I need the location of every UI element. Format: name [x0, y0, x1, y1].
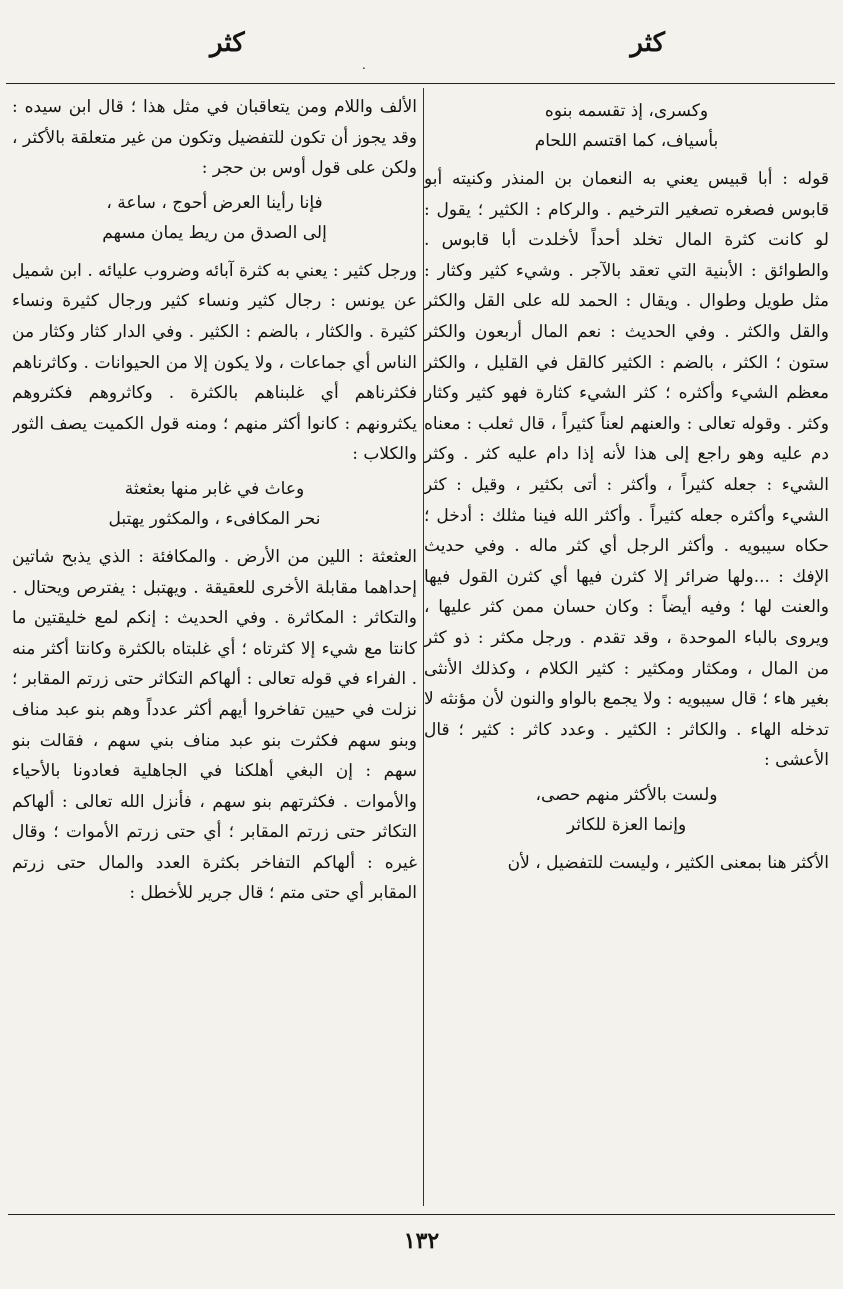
headword-right: كثر: [630, 28, 665, 58]
verse-line: وعاث في غابر منها بعثعثة: [124, 478, 305, 499]
verse-line: ولست بالأكثر منهم حصى،: [535, 784, 718, 805]
page-number: ١٣٢: [403, 1228, 440, 1254]
header-rule: [6, 83, 835, 84]
verse-line: وإنما العزة للكاثر: [566, 814, 687, 835]
verse-block: [424, 780, 829, 840]
header-mark: .: [362, 58, 366, 72]
left-column: [12, 92, 417, 1208]
paragraph: قوله : أبا قبيس يعني به النعمان بن المنذر وكنيته أبو قابوس فصغره تصغير الترخيم . والركام : الكثير ؛ يقول : لو كانت كثرة المال تخلد أحداً لأخلدت أبا قابوس . والطوائق : الأبنية التي تعقد بالآجر . وشيء كثير وكثار : مثل طويل وطوال . ويقال : الحمد لله على القل والكثر والقل والكثر . وفي الحديث : نعم المال أربعون والكثر ستون ؛ الكثر ، بالضم : الكثير كالقل في القليل ، والكثر معظم الشيء وأكثره ؛ كثر الشيء كثارة فهو كثير وكثار وكثر . وقوله تعالى : والعنهم لعناً كثيراً ، قال ثعلب : معناه دم عليه وهو راجع إلى هذا لأنه إذا دام عليه كثر . وكثر الشيء : جعله كثيراً ، وأكثر : أتى بكثير ، وقيل : كثر الشيء وأكثره جعله كثيراً . وأكثر الله فينا مثلك : أدخل ؛ حكاه سيبويه . وأكثر الرجل أي كثر ماله . وفي حديث الإفك : ...ولها ضرائر إلا كثرن فيها أي كثرن القول فيها والعنت لها ؛ وفيه أيضاً : وكان حسان ممن كثر عليها ، ويروى بالباء الموحدة ، وقد تقدم . ورجل مكثر : ذو كثر من المال ، ومكثار ومكثير : كثير الكلام ، وكذلك الأنثى بغير هاء ؛ قال سيبويه : ولا يجمع بالواو والنون لأن مؤنثه لا تدخله الهاء . والكاثر : الكثير . وعدد كاثر : كثير ؛ قال الأعشى :: [424, 169, 829, 771]
paragraph: الأكثر هنا بمعنى الكثير ، وليست للتفضيل ، لأن: [507, 852, 829, 873]
footer-rule: [8, 1214, 835, 1215]
right-column: [424, 92, 829, 1208]
verse-line: نحر المكافىء ، والمكثور يهتبل: [108, 508, 321, 529]
verse-line: بأسياف، كما اقتسم اللحام: [534, 131, 719, 151]
verse-line: وكسرى، إذ تقسمه بنوه: [544, 101, 709, 121]
headword-left: كثر: [210, 28, 245, 58]
verse-block: [12, 188, 417, 248]
verse-line: إلى الصدق من ريط يمان مسهم: [102, 222, 327, 243]
verse-block: [12, 474, 417, 534]
verse-line: فإنا رأينا العرض أحوج ، ساعة ،: [106, 192, 323, 213]
paragraph: الألف واللام ومن يتعاقبان في مثل هذا ؛ قال ابن سيده : وقد يجوز أن تكون للتفضيل وتكون من غير متعلقة بالأكثر ، ولكن على قول أوس بن حجر :: [12, 97, 417, 179]
paragraph: ورجل كثير : يعني به كثرة آبائه وضروب عليائه . ابن شميل عن يونس : رجال كثير ونساء كثير ورجال كثيرة ونساء كثيرة . والكثار ، بالضم : الكثير . وفي الدار كثار وكثار من الناس أي جماعات ، ولا يكون إلا من الحيوانات . وكاثرناهم فكثرناهم أي غلبناهم بالكثرة . وكاثروهم فكثروهم يكثرونهم : كانوا أكثر منهم ؛ ومنه قول الكميت يصف الثور والكلاب :: [12, 260, 417, 465]
verse-block: [424, 96, 829, 156]
paragraph: العثعثة : اللين من الأرض . والمكافئة : الذي يذبح شاتين إحداهما مقابلة الأخرى للعقيقة . ويهتبل : يفترص ويحتال . والتكاثر : المكاثرة . وفي الحديث : إنكم لمع خليقتين ما كانتا مع شيء إلا كثرتاه ؛ أي غلبتاه بالكثرة وكانتا أكثر منه . الفراء في قوله تعالى : ألهاكم التكاثر حتى زرتم المقابر ؛ نزلت في حيين تفاخروا أيهم أكثر عدداً وهم بنو عبد مناف وبنو سهم فكثرت بنو عبد مناف بني سهم ، فقالت بنو سهم : إن البغي أهلكنا في الجاهلية فعادونا بالأحياء والأموات . فكثرتهم بنو سهم ، فأنزل الله تعالى : ألهاكم التكاثر حتى زرتم المقابر ؛ أي حتى زرتم الأموات ؛ وقال غيره : ألهاكم التفاخر بكثرة العدد والمال حتى زرتم المقابر أي حتى متم ؛ قال جرير للأخطل :: [12, 546, 417, 904]
